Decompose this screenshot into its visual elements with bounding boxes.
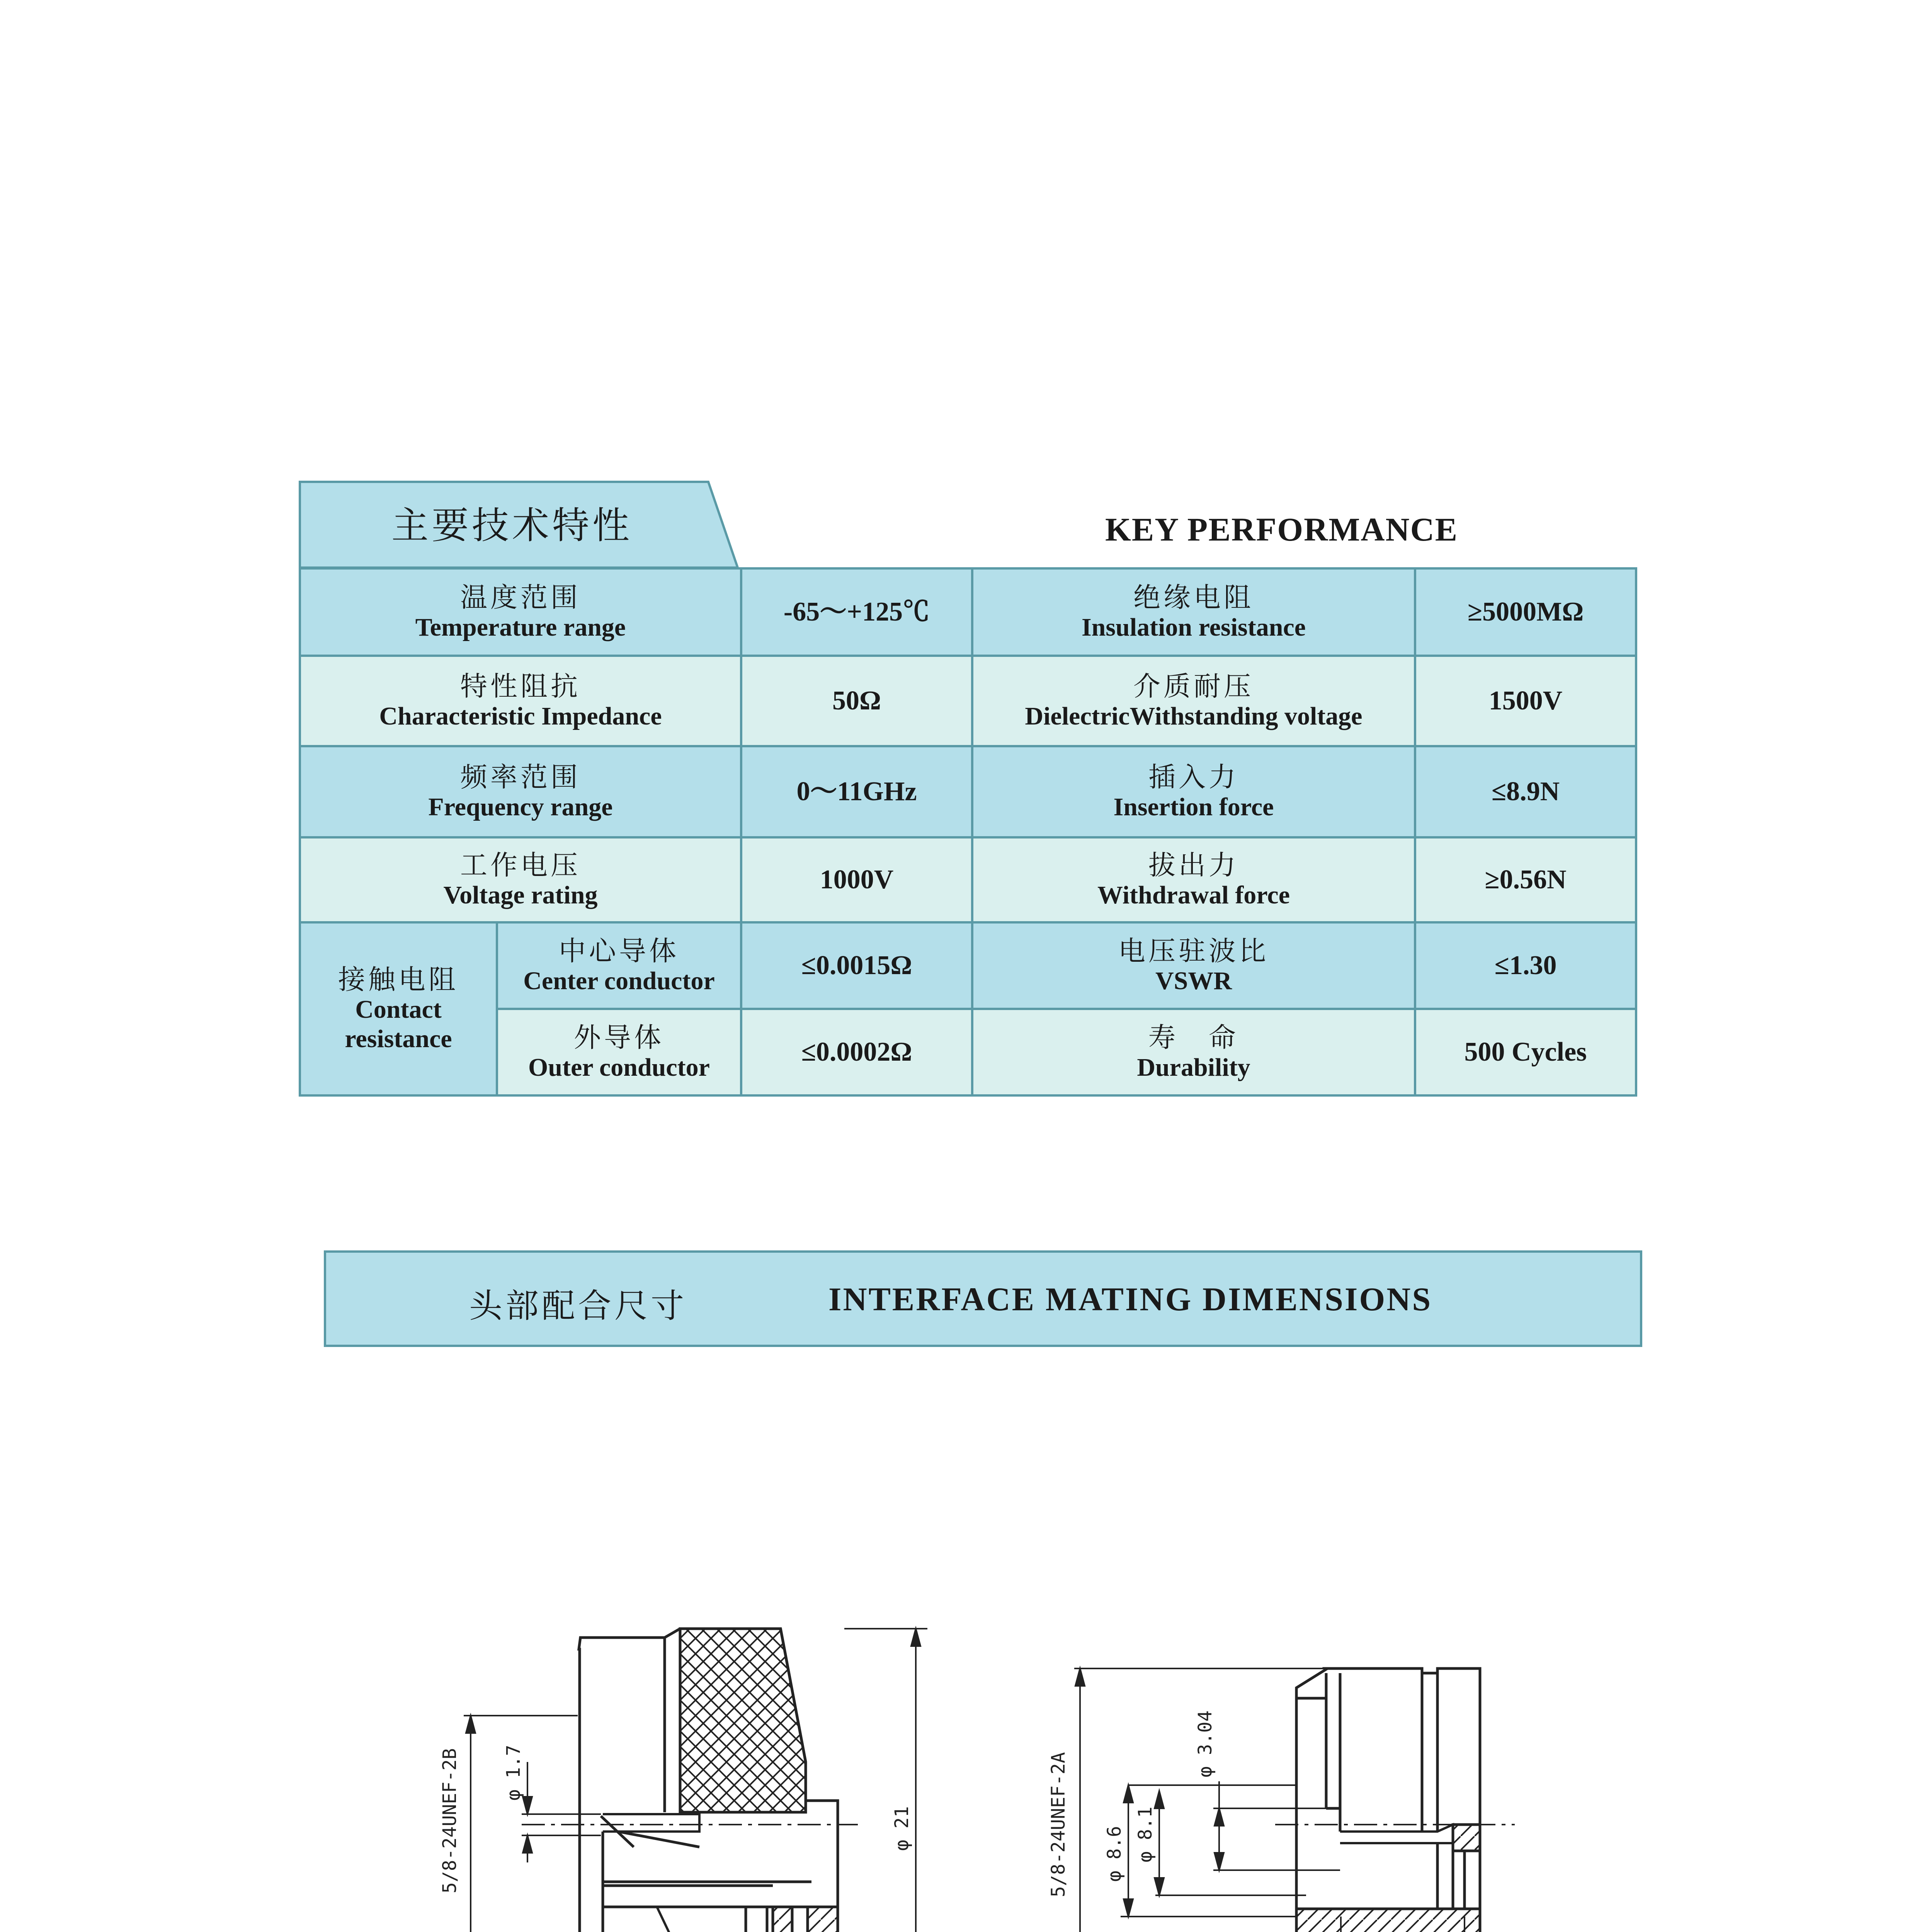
performance-tab-label: 主要技术特性 [391, 504, 633, 547]
param-cn: 拔出力 [1148, 849, 1239, 881]
param-en: Frequency range [428, 793, 613, 821]
param-value: 50Ω [741, 656, 972, 746]
param-value: 1000V [741, 837, 972, 922]
key-performance-title: KEY PERFORMANCE [1105, 511, 1458, 548]
param-cn: 介质耐压 [1133, 670, 1254, 702]
param-value: 1500V [1415, 656, 1636, 746]
right-thread-label: 5/8-24UNEF-2A [1048, 1752, 1069, 1897]
param-en: VSWR [1155, 967, 1232, 995]
param-en: Temperature range [415, 613, 626, 642]
param-value: 500 Cycles [1415, 1009, 1636, 1095]
param-value: ≤0.0015Ω [741, 922, 972, 1009]
param-en: Contact [355, 995, 442, 1024]
left-pin-diameter-label: φ 1.7 [503, 1745, 524, 1801]
param-en: Voltage rating [443, 881, 598, 910]
param-cn: 插入力 [1148, 761, 1239, 793]
interface-title-cn: 头部配合尺寸 [469, 1287, 687, 1325]
param-cn: 寿 命 [1148, 1021, 1239, 1053]
param-value: 0～11GHz [741, 746, 972, 837]
param-en: Center conductor [523, 967, 715, 995]
param-cn: 外导体 [574, 1021, 664, 1053]
param-en: DielectricWithstanding voltage [1025, 702, 1362, 731]
left-thread-label: 5/8-24UNEF-2B [439, 1748, 461, 1893]
param-en: Durability [1137, 1053, 1250, 1082]
param-cn: 温度范围 [460, 581, 581, 613]
param-cn: 绝缘电阻 [1133, 581, 1254, 613]
right-diameter-a-label: φ 8.6 [1104, 1826, 1125, 1882]
param-value: ≥5000MΩ [1415, 568, 1636, 656]
param-cn: 中心导体 [559, 935, 679, 967]
param-value: ≤8.9N [1415, 746, 1636, 837]
interface-title-en: INTERFACE MATING DIMENSIONS [828, 1281, 1432, 1318]
param-value: ≥0.56N [1415, 837, 1636, 922]
right-diameter-b-label: φ 8.1 [1135, 1806, 1156, 1862]
param-cn: 频率范围 [460, 761, 581, 793]
left-connector-drawing [522, 1629, 858, 1932]
right-dimensions [1074, 1668, 1465, 1932]
param-cn: 特性阻抗 [460, 670, 581, 702]
param-value: ≤1.30 [1415, 922, 1636, 1009]
param-en: Outer conductor [528, 1053, 710, 1082]
right-diameter-c-label: φ 3.04 [1194, 1710, 1216, 1777]
right-connector-drawing [1275, 1668, 1515, 1932]
param-en: Characteristic Impedance [379, 702, 662, 731]
param-en: Insertion force [1113, 793, 1274, 821]
param-en: resistance [345, 1025, 452, 1053]
left-outer-diameter-label: φ 21 [891, 1806, 913, 1851]
param-value: -65～+125℃ [741, 568, 972, 656]
param-en: Withdrawal force [1097, 881, 1290, 910]
param-cn: 工作电压 [460, 849, 581, 881]
param-value: ≤0.0002Ω [741, 1009, 972, 1095]
param-cn: 接触电阻 [338, 963, 459, 995]
param-cn: 电压驻波比 [1118, 935, 1269, 967]
param-en: Insulation resistance [1081, 613, 1306, 642]
